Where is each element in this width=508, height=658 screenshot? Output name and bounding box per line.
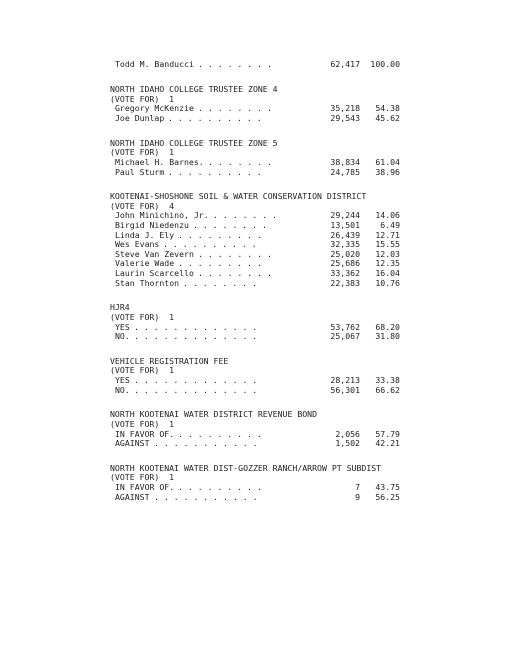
row-percent: 33.38 <box>375 375 400 385</box>
section-title: NORTH KOOTENAI WATER DISTRICT REVENUE BOND <box>110 409 318 420</box>
row-name: Stan Thornton <box>115 277 180 288</box>
row-percent: 12.71 <box>375 229 400 240</box>
vote-for-label: (VOTE FOR) 1 <box>110 93 175 104</box>
row-dots: . . . . . . . . . . . <box>154 491 258 502</box>
row-votes: 9 <box>355 491 360 502</box>
row-votes: 25,020 <box>330 248 360 259</box>
row-dots: . . . . . . . . . <box>178 258 262 269</box>
row-votes: 29,244 <box>330 210 360 221</box>
row-percent: 12.03 <box>375 248 400 259</box>
row-name: NO. <box>115 384 130 395</box>
row-name: John Minichino, Jr. <box>115 210 209 221</box>
row-name: Michael H. Barnes. <box>115 156 204 167</box>
row-percent: 42.21 <box>375 438 400 449</box>
row-name: Steve Van Zevern <box>115 248 194 259</box>
row-name: AGAINST <box>115 491 150 502</box>
vote-for-label: (VOTE FOR) 4 <box>110 200 175 211</box>
row-votes: 33,362 <box>330 268 360 278</box>
row-dots: . . . . . . . <box>213 210 278 221</box>
row-name: IN FAVOR OF. <box>115 428 175 439</box>
row-percent: 61.04 <box>375 156 400 167</box>
row-dots: . . . . . . . . <box>198 59 272 69</box>
row-votes: 29,543 <box>330 113 360 123</box>
row-dots: . . . . . . . . . . <box>168 113 262 123</box>
row-percent: 14.06 <box>375 210 400 221</box>
row-name: Birgid Niedenzu <box>115 220 189 230</box>
row-votes: 1,502 <box>335 438 360 449</box>
section-title: VEHICLE REGISTRATION FEE <box>110 355 229 366</box>
vote-for-label: (VOTE FOR) 1 <box>110 311 175 322</box>
row-percent: 38.96 <box>375 166 400 177</box>
row-dots: . . . . . . . . . . . . . <box>134 384 258 395</box>
row-dots: . . . . . . . . . . <box>168 166 262 177</box>
row-percent: 45.62 <box>375 113 400 123</box>
row-name: AGAINST <box>115 438 150 449</box>
row-votes: 2,056 <box>335 428 360 439</box>
row-name: IN FAVOR OF. <box>115 482 175 492</box>
row-votes: 32,335 <box>330 239 360 250</box>
row-percent: 54.38 <box>375 103 400 114</box>
row-name: Gregory McKenzie <box>115 103 194 114</box>
row-votes: 53,762 <box>330 321 360 332</box>
row-votes: 26,439 <box>330 229 360 240</box>
row-name: YES <box>115 321 130 332</box>
row-name: Laurin Scarcello <box>115 268 194 278</box>
row-votes: 35,218 <box>330 103 360 114</box>
section-title: NORTH IDAHO COLLEGE TRUSTEE ZONE 4 <box>110 84 278 95</box>
vote-for-label: (VOTE FOR) 1 <box>110 418 175 429</box>
row-votes: 7 <box>355 482 360 492</box>
row-votes: 25,686 <box>330 258 360 269</box>
section-title: NORTH IDAHO COLLEGE TRUSTEE ZONE 5 <box>110 137 278 148</box>
vote-for-label: (VOTE FOR) 1 <box>110 147 175 158</box>
row-percent: 12.35 <box>375 258 400 269</box>
row-votes: 62,417 <box>330 59 360 69</box>
vote-for-label: (VOTE FOR) 1 <box>110 365 175 376</box>
row-dots: . . . . . . . . . . . . . <box>134 321 258 332</box>
row-dots: . . . . . . . . . <box>178 482 262 492</box>
row-votes: 38,834 <box>330 156 360 167</box>
row-percent: 16.04 <box>375 268 400 278</box>
row-votes: 28,213 <box>330 375 360 385</box>
row-name: Wes Evans <box>115 239 160 250</box>
section-title: KOOTENAI-SHOSHONE SOIL & WATER CONSERVATION DISTRICT <box>110 191 367 202</box>
row-dots: . . . . . . . <box>208 156 273 167</box>
row-percent: 57.79 <box>375 428 400 439</box>
row-dots: . . . . . . . . . <box>178 428 262 439</box>
row-name: YES <box>115 375 130 385</box>
row-percent: 10.76 <box>375 277 400 288</box>
row-votes: 56,301 <box>330 384 360 395</box>
row-percent: 100.00 <box>370 59 400 69</box>
row-votes: 24,785 <box>330 166 360 177</box>
row-dots: . . . . . . . . <box>183 277 257 288</box>
row-dots: . . . . . . . . . . <box>163 239 257 250</box>
row-name: Joe Dunlap <box>115 113 165 123</box>
row-percent: 6.49 <box>380 220 400 230</box>
row-percent: 66.62 <box>375 384 400 395</box>
row-dots: . . . . . . . . . . . . . <box>134 375 258 385</box>
row-dots: . . . . . . . . <box>198 103 272 114</box>
row-dots: . . . . . . . . <box>198 248 272 259</box>
row-percent: 43.75 <box>375 482 400 492</box>
row-dots: . . . . . . . . <box>198 268 272 278</box>
section-title: NORTH KOOTENAI WATER DIST-GOZZER RANCH/ARROW PT SUBDIST <box>110 462 382 473</box>
row-dots: . . . . . . . . <box>193 220 267 230</box>
row-votes: 13,501 <box>330 220 360 230</box>
row-dots: . . . . . . . . . . . . . <box>134 331 258 342</box>
row-name: Valerie Wade <box>115 258 175 269</box>
row-dots: . . . . . . . . . <box>178 229 262 240</box>
row-votes: 22,383 <box>330 277 360 288</box>
row-percent: 68.20 <box>375 321 400 332</box>
vote-for-label: (VOTE FOR) 1 <box>110 472 175 483</box>
section-title: HJR4 <box>110 302 130 313</box>
row-percent: 31.80 <box>375 331 400 342</box>
row-dots: . . . . . . . . . . . <box>154 438 258 449</box>
row-percent: 56.25 <box>375 491 400 502</box>
row-percent: 15.55 <box>375 239 400 250</box>
row-name: Paul Sturm <box>115 166 165 177</box>
row-name: Linda J. Ely <box>115 229 175 240</box>
row-votes: 25,067 <box>330 331 360 342</box>
row-name: NO. <box>115 331 130 342</box>
row-name: Todd M. Banducci <box>115 59 194 69</box>
